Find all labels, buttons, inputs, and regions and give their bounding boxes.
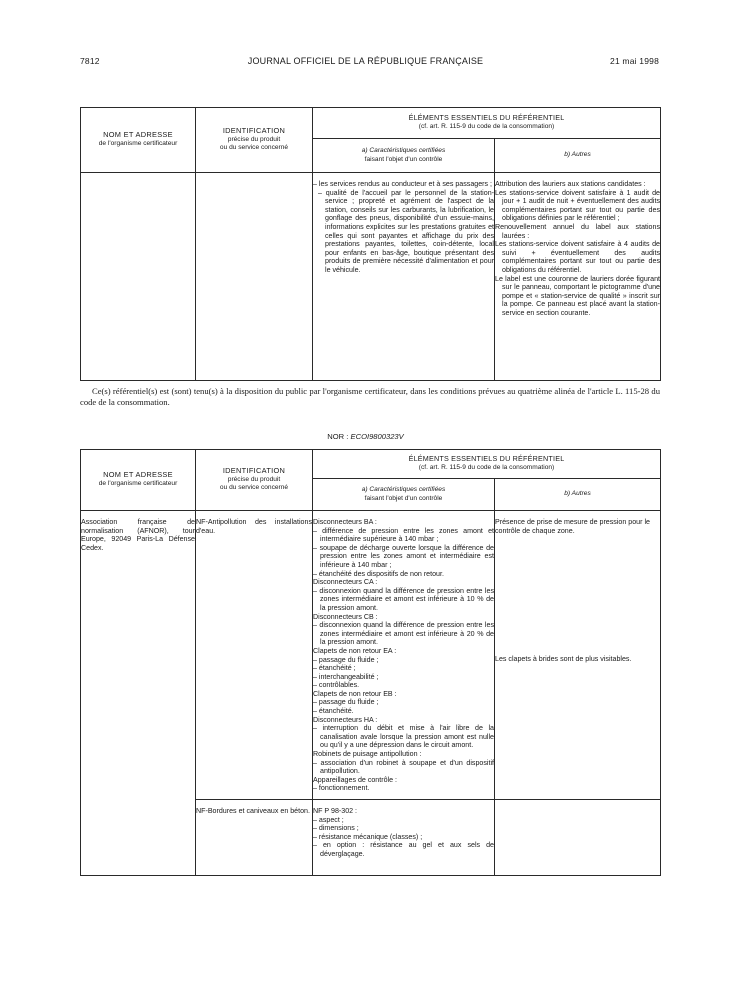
header-organism: NOM ET ADRESSE de l'organisme certificateur [81,108,196,173]
other-item: Le label est une couronne de lauriers dorée figurant sur le panneau, comportant le pictogramme d'une pompe et « station-service de qualité » inscrit sur la pompe. Ce panneau est placé avant la station-service en section courante. [495,274,660,317]
characteristic-line: – résistance mécanique (classes) ; [313,832,423,841]
characteristic-line: – passage du fluide ; [313,655,379,664]
others-cell [495,173,661,381]
characteristic-item: – qualité de l'accueil par le personnel de la station-service ; propreté et agrément de l'aspect de la station, conseils sur les carburants, la lubrification, le gonflage des pneus, disponibilité d'un essuie-mains, informations explicites sur les prestations gratuites et celles qui sont payantes et affichage du prix des prestations payantes, toilettes, coin-détente, local pour enfants en bas-âge, boutique présentant des produits de première nécessité d'alimentation et pour le véhicule. [318,188,494,274]
characteristic-line: – interruption du débit et mise à l'air libre de la canalisation avale lorsque la pression amont est nulle ou qu'il y a une dépression dans le circuit amont. [313,724,494,750]
other-item: Présence de prise de mesure de pression pour le contrôle de chaque zone. [495,518,650,535]
issue-date: 21 mai 1998 [610,56,659,66]
organism-cell [81,173,196,381]
characteristic-line: – étanchéité. [313,707,354,716]
characteristic-line: – étanchéité ; [313,664,356,673]
availability-paragraph: Ce(s) référentiel(s) est (sont) tenu(s) à la disposition du public par l'organisme certificateur, dans les conditions prévues au quatrième alinéa de l'article L. 115-28 du code de la consommation. [80,386,660,407]
header-characteristics: a) Caractéristiques certifiées faisant l'objet d'un contrôle [313,139,495,173]
header-others: b) Autres [495,139,661,173]
characteristic-line: – association d'un robinet à soupape et d'un dispositif antipollution. [313,758,494,776]
characteristic-line: Disconnecteurs CB : [313,612,378,621]
product-antipollution: NF-Antipollution des installations d'eau. [196,518,312,535]
characteristic-line: – en option : résistance au gel et aux sels de déverglaçage. [313,841,494,858]
referentiel-table-2 [80,449,661,876]
characteristic-line: – dimensions ; [313,824,359,833]
characteristic-line: – contrôlables. [313,681,360,690]
product-cell [196,800,313,876]
characteristic-line: – interchangeabilité ; [313,672,379,681]
characteristic-line: Disconnecteurs CA : [313,578,378,587]
characteristic-line: – passage du fluide ; [313,698,379,707]
header-organism: NOM ET ADRESSE de l'organisme certificateur [81,450,196,511]
characteristic-line: – disconnexion quand la différence de pression entre les zones intermédiaire et amont est inférieure à 10 % de la pression amont. [313,586,494,612]
other-item: Les stations-service doivent satisfaire à 1 audit de jour + 1 audit de nuit + éventuellement des audits complémentaires portant sur tout ou partie des obligations définies par le référentiel ; [495,188,660,223]
other-item: Les clapets à brides sont de plus visitables. [495,655,632,664]
organism-afnor: Association française de normalisation (AFNOR), tour Europe, 92049 Paris-La Défense Cedex. [81,518,195,552]
others-cell [495,511,661,800]
characteristic-line: Appareillages de contrôle : [313,775,397,784]
characteristic-line: Disconnecteurs BA : [313,518,377,526]
product-cell [196,511,313,800]
header-identification: IDENTIFICATION précise du produit ou du service concerné [196,108,313,173]
other-item: Renouvellement annuel du label aux stations laurées : [495,222,660,240]
nor-code: ECOI9800323V [350,432,404,441]
product-bordures: NF-Bordures et caniveaux en béton. [196,807,310,815]
journal-title: JOURNAL OFFICIEL DE LA RÉPUBLIQUE FRANÇAISE [247,56,484,66]
page-number: 7812 [80,56,100,66]
characteristic-line: – aspect ; [313,815,344,824]
header-elements: ÉLÉMENTS ESSENTIELS DU RÉFÉRENTIEL (cf. art. R. 115-9 du code de la consommation) [313,450,661,479]
characteristics-cell [313,173,495,381]
characteristics-cell [313,800,495,876]
characteristic-line: Robinets de puisage antipollution : [313,750,422,759]
organism-cell [81,511,196,876]
characteristic-line: – disconnexion quand la différence de pression entre les zones intermédiaire et amont est inférieure à 20 % de la pression amont. [313,621,494,647]
characteristic-item: – les services rendus au conducteur et à ses passagers ; [313,180,493,188]
characteristic-line: Disconnecteurs HA : [313,715,378,724]
nor-label: NOR : [327,432,349,441]
other-item: Les stations-service doivent satisfaire à 4 audits de suivi + éventuellement des audits complémentaires portant sur tout ou partie des obligations du référentiel. [495,240,660,274]
product-cell [196,173,313,381]
header-elements: ÉLÉMENTS ESSENTIELS DU RÉFÉRENTIEL (cf. art. R. 115-9 du code de la consommation) [313,108,661,139]
header-identification: IDENTIFICATION précise du produit ou du service concerné [196,450,313,511]
characteristic-line: – étanchéité des dispositifs de non retour. [313,569,444,578]
other-item: Attribution des lauriers aux stations candidates : [495,180,646,188]
characteristics-cell [313,511,495,800]
others-cell [495,800,661,876]
characteristic-line: – différence de pression entre les zones amont et intermédiaire supérieure à 140 mbar ; [313,526,494,544]
referentiel-table-1 [80,107,661,381]
nor-reference [0,432,731,441]
header-others: b) Autres [495,479,661,511]
characteristic-line: NF P 98-302 : [313,807,358,815]
characteristic-line: – fonctionnement. [313,784,370,793]
characteristic-line: – soupape de décharge ouverte lorsque la différence de pression entre les zones amont et intermédiaire est inférieure à 140 mbar ; [313,543,494,569]
characteristic-line: Clapets de non retour EA : [313,646,397,655]
header-characteristics: a) Caractéristiques certifiées faisant l'objet d'un contrôle [313,479,495,511]
characteristic-line: Clapets de non retour EB : [313,689,397,698]
